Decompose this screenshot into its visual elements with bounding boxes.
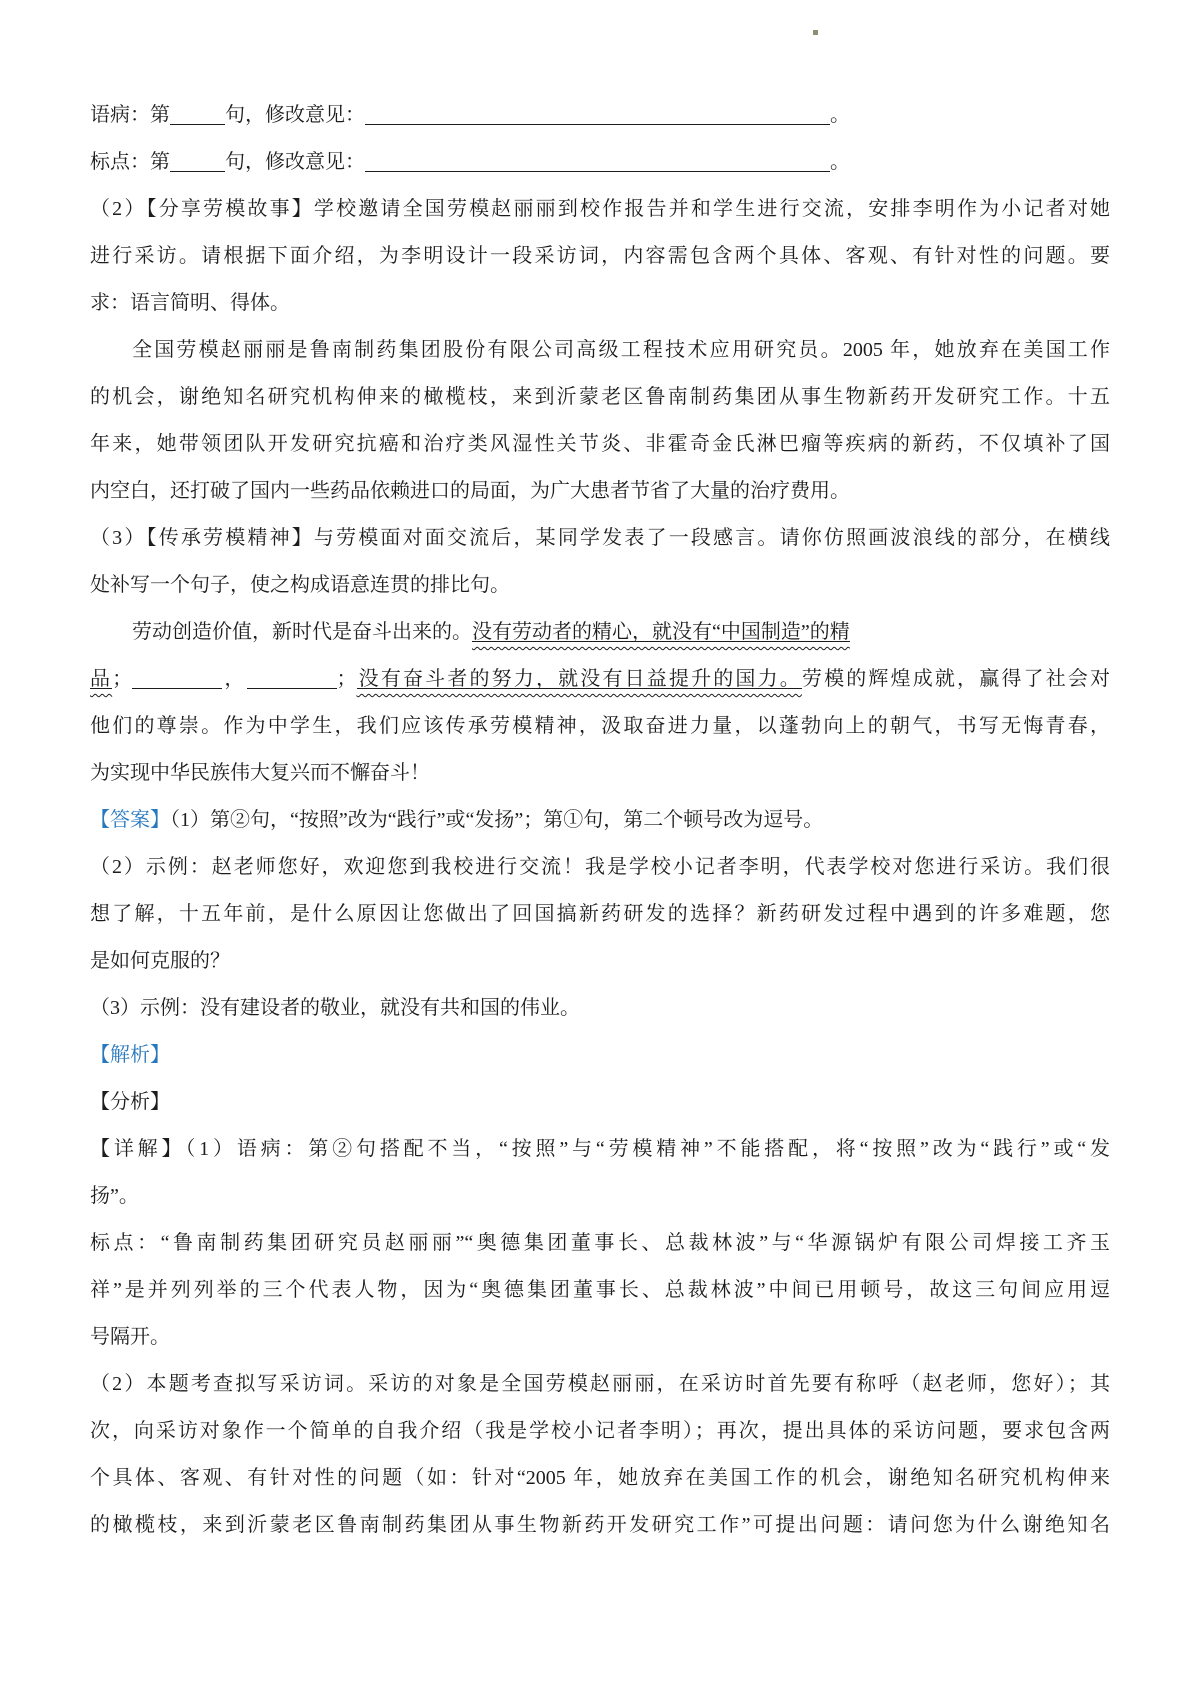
text-run: 扬”。 — [90, 1185, 139, 1207]
section-label: 【答案】 — [90, 809, 170, 831]
text-run: 标点：第 — [90, 151, 170, 173]
text-line — [90, 703, 1110, 750]
text-run: （3）示例：没有建设者的敬业，就没有共和国的伟业。 — [90, 997, 580, 1019]
text-line — [90, 1408, 1110, 1455]
text-line — [90, 938, 1110, 985]
text-line — [90, 656, 1110, 703]
section-label: 【解析】 — [90, 1044, 170, 1066]
text-line — [90, 139, 1110, 186]
text-line — [90, 797, 1110, 844]
text-run: 的机会，谢绝知名研究机构伸来的橄榄枝，来到沂蒙老区鲁南制药集团从事生物新药开发研究工作。十五 — [90, 386, 1110, 408]
text-line — [90, 1126, 1110, 1173]
text-run: 想了解，十五年前，是什么原因让您做出了回国搞新药研发的选择？新药研发过程中遇到的许多难题，您 — [90, 903, 1110, 925]
text-run: 【详解】（1）语病：第②句搭配不当，“按照”与“劳模精神”不能搭配，将“按照”改为“践行”或“发 — [90, 1138, 1110, 1160]
text-line — [90, 1361, 1110, 1408]
text-run: 劳动创造价值，新时代是奋斗出来的。 — [132, 621, 472, 643]
text-line — [90, 1079, 1110, 1126]
text-run: 标点：“鲁南制药集团研究员赵丽丽”“奥德集团董事长、总裁林波”与“华源锅炉有限公司焊接工齐玉 — [90, 1232, 1110, 1254]
text-line — [90, 1032, 1110, 1079]
text-run: 祥”是并列列举的三个代表人物，因为“奥德集团董事长、总裁林波”中间已用顿号，故这三句间应用逗 — [90, 1279, 1110, 1301]
text-run: 进行采访。请根据下面介绍，为李明设计一段采访词，内容需包含两个具体、客观、有针对性的问题。要 — [90, 245, 1110, 267]
text-run: 是如何克服的？ — [90, 950, 230, 972]
text-run: （2）本题考查拟写采访词。采访的对象是全国劳模赵丽丽，在采访时首先要有称呼（赵老师，您好）；其 — [90, 1373, 1110, 1395]
text-line — [90, 468, 1110, 515]
text-line — [90, 421, 1110, 468]
text-line — [90, 1314, 1110, 1361]
text-run: 全国劳模赵丽丽是鲁南制药集团股份有限公司高级工程技术应用研究员。2005 年，她放弃在美国工作 — [132, 339, 1110, 361]
text-line — [90, 92, 1110, 139]
text-run: 个具体、客观、有针对性的问题（如：针对“2005 年，她放弃在美国工作的机会，谢绝知名研究机构伸来 — [90, 1467, 1110, 1489]
text-run: 为实现中华民族伟大复兴而不懈奋斗！ — [90, 762, 430, 784]
text-run: 。 — [830, 151, 850, 173]
text-line — [90, 1267, 1110, 1314]
text-line — [90, 374, 1110, 421]
text-line — [90, 1220, 1110, 1267]
text-run: 的橄榄枝，来到沂蒙老区鲁南制药集团从事生物新药开发研究工作”可提出问题：请问您为什么谢绝知名 — [90, 1514, 1110, 1536]
text-run: 【分析】 — [90, 1091, 170, 1113]
text-run: 处补写一个句子，使之构成语意连贯的排比句。 — [90, 574, 510, 596]
answer-blank-line — [132, 668, 222, 689]
answer-blank-line — [365, 104, 830, 125]
wavy-underlined-text: 品 — [90, 668, 113, 690]
text-line — [90, 609, 1110, 656]
text-line — [90, 327, 1110, 374]
text-run: 句，修改意见： — [225, 151, 365, 173]
text-line — [90, 844, 1110, 891]
text-run: 。 — [830, 104, 850, 126]
text-run: （1）第②句，“按照”改为“践行”或“发扬”；第①句，第二个顿号改为逗号。 — [170, 809, 824, 831]
text-run: 劳模的辉煌成就，赢得了社会对 — [801, 668, 1111, 690]
scan-artifact-dot — [813, 30, 818, 35]
text-run: 内空白，还打破了国内一些药品依赖进口的局面，为广大患者节省了大量的治疗费用。 — [90, 480, 850, 502]
text-run: （2）【分享劳模故事】学校邀请全国劳模赵丽丽到校作报告并和学生进行交流，安排李明作为小记者对她 — [90, 198, 1110, 220]
text-run: 年来，她带领团队开发研究抗癌和治疗类风湿性关节炎、非霍奇金氏淋巴瘤等疾病的新药，不仅填补了国 — [90, 433, 1110, 455]
wavy-underlined-text: 没有劳动者的精心，就没有“中国制造”的精 — [472, 621, 850, 643]
text-line — [90, 750, 1110, 797]
text-run: 句，修改意见： — [225, 104, 365, 126]
text-run: 号隔开。 — [90, 1326, 170, 1348]
answer-blank-line — [365, 151, 830, 172]
text-line — [90, 233, 1110, 280]
text-line — [90, 985, 1110, 1032]
text-run: ； — [112, 668, 133, 690]
text-run: ； — [336, 668, 357, 690]
document-text — [90, 92, 1110, 1549]
text-run: 求：语言简明、得体。 — [90, 292, 290, 314]
text-run: （3）【传承劳模精神】与劳模面对面交流后，某同学发表了一段感言。请你仿照画波浪线的部分，在横线 — [90, 527, 1110, 549]
text-run: 次，向采访对象作一个简单的自我介绍（我是学校小记者李明）；再次，提出具体的采访问题，要求包含两 — [90, 1420, 1110, 1442]
text-run: （2）示例：赵老师您好，欢迎您到我校进行交流！我是学校小记者李明，代表学校对您进行采访。我们很 — [90, 856, 1110, 878]
wavy-underlined-text: 没有奋斗者的努力，就没有日益提升的国力。 — [356, 668, 802, 690]
text-line — [90, 1502, 1110, 1549]
text-line — [90, 891, 1110, 938]
text-run: ， — [222, 668, 247, 690]
answer-blank-line — [247, 668, 337, 689]
text-line — [90, 280, 1110, 327]
text-line — [90, 515, 1110, 562]
answer-blank-line — [170, 104, 225, 125]
text-line — [90, 186, 1110, 233]
text-line — [90, 1455, 1110, 1502]
text-line — [90, 562, 1110, 609]
text-run: 他们的尊崇。作为中学生，我们应该传承劳模精神，汲取奋进力量，以蓬勃向上的朝气，书写无悔青春， — [90, 715, 1110, 737]
text-run: 语病：第 — [90, 104, 170, 126]
answer-blank-line — [170, 151, 225, 172]
text-line — [90, 1173, 1110, 1220]
